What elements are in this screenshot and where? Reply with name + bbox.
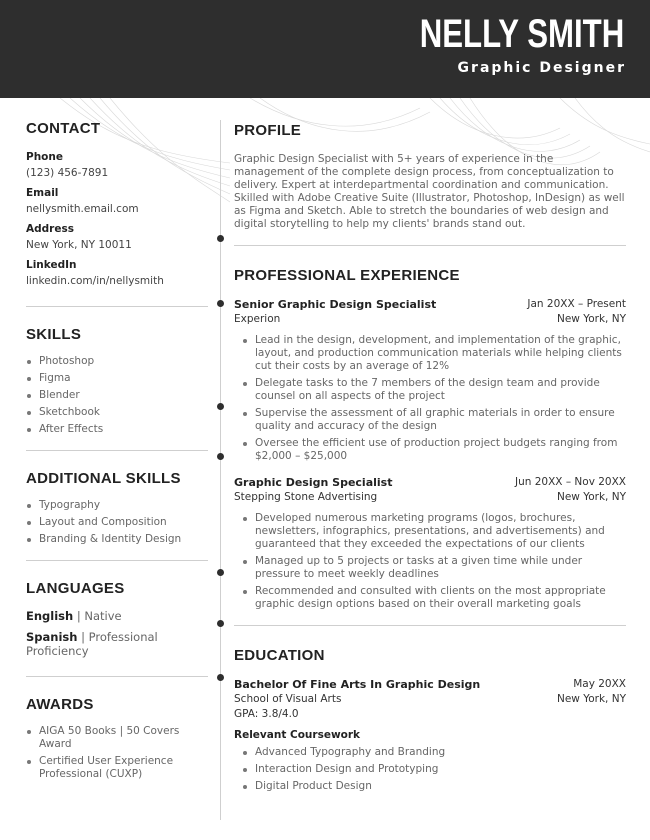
timeline-dot <box>217 674 224 681</box>
address-value: New York, NY 10011 <box>26 239 132 251</box>
degree-title: Bachelor Of Fine Arts In Graphic Design <box>234 678 481 691</box>
list-item: Layout and Composition <box>26 516 208 529</box>
school-name: School of Visual Arts <box>234 693 342 705</box>
job-bullets <box>234 334 626 463</box>
job-location: New York, NY <box>556 313 626 325</box>
skills-list <box>26 355 208 436</box>
timeline-dot <box>217 235 224 242</box>
language-name: Spanish <box>26 630 78 644</box>
list-item: Managed up to 5 projects or tasks at a given time while under pressure to meet weekly deadlines <box>242 555 626 581</box>
list-item: Sketchbook <box>26 406 208 419</box>
language-separator: | <box>77 630 89 644</box>
language-item <box>26 609 208 623</box>
list-item: Typography <box>26 499 208 512</box>
list-item: Branding & Identity Design <box>26 533 208 546</box>
timeline-dot <box>217 620 224 627</box>
job-subheader <box>234 313 626 325</box>
education-subheader <box>234 693 626 705</box>
email-link[interactable]: nellysmith.email.com <box>26 203 139 215</box>
job-dates: Jun 20XX – Nov 20XX <box>515 476 626 488</box>
education-header <box>234 678 626 691</box>
linkedin-link[interactable]: linkedin.com/in/nellysmith <box>26 275 164 287</box>
section-divider <box>234 625 626 626</box>
contact-label: Phone <box>26 151 63 163</box>
left-column <box>26 120 208 781</box>
contact-item <box>26 223 208 251</box>
list-item: Digital Product Design <box>242 780 626 793</box>
right-column <box>234 122 626 793</box>
contact-label: LinkedIn <box>26 259 77 271</box>
list-item: Photoshop <box>26 355 208 368</box>
list-item: Developed numerous marketing programs (logos, brochures, newsletters, infographics, presentations, and advertisements) and guaranteed that they exceeded the expectations of our clients <box>242 512 626 551</box>
languages-heading: LANGUAGES <box>26 580 125 597</box>
job-header <box>234 298 626 311</box>
list-item: AIGA 50 Books | 50 Covers Award <box>26 725 208 751</box>
list-item: Oversee the efficient use of production project budgets ranging from $2,000 – $25,000 <box>242 437 626 463</box>
school-location: New York, NY <box>556 693 626 705</box>
section-divider <box>26 450 208 451</box>
list-item: Lead in the design, development, and implementation of the graphic, layout, and production communication materials while helping clients cut their costs by an average of 12% <box>242 334 626 373</box>
awards-list <box>26 725 208 781</box>
contact-label: Email <box>26 187 59 199</box>
skills-heading: SKILLS <box>26 326 82 343</box>
list-item: Certified User Experience Professional (CUXP) <box>26 755 208 781</box>
list-item: Blender <box>26 389 208 402</box>
contact-label: Address <box>26 223 74 235</box>
job-company: Stepping Stone Advertising <box>234 491 378 503</box>
column-divider <box>220 120 221 820</box>
profile-heading: PROFILE <box>234 122 302 139</box>
additional-skills-heading: ADDITIONAL SKILLS <box>26 470 181 487</box>
section-divider <box>234 245 626 246</box>
job-entry <box>234 476 626 611</box>
job-location: New York, NY <box>556 491 626 503</box>
coursework-heading: Relevant Coursework <box>234 729 361 741</box>
candidate-name: NELLY SMITH <box>419 12 624 56</box>
job-dates: Jan 20XX – Present <box>527 298 626 310</box>
contact-heading: CONTACT <box>26 120 101 137</box>
job-bullets <box>234 512 626 611</box>
contact-item <box>26 151 208 179</box>
job-subheader <box>234 491 626 503</box>
gpa: GPA: 3.8/4.0 <box>234 708 299 720</box>
language-level: Professional Proficiency <box>26 630 158 658</box>
job-company: Experion <box>234 313 281 325</box>
job-header <box>234 476 626 489</box>
job-title: Graphic Design Specialist <box>234 476 393 489</box>
timeline-dot <box>217 569 224 576</box>
section-divider <box>26 306 208 307</box>
list-item: After Effects <box>26 423 208 436</box>
phone-value: (123) 456-7891 <box>26 167 109 179</box>
job-title: Senior Graphic Design Specialist <box>234 298 437 311</box>
additional-skills-list <box>26 499 208 546</box>
language-name: English <box>26 609 74 623</box>
contact-item <box>26 187 208 215</box>
list-item: Delegate tasks to the 7 members of the design team and provide counsel on all aspects of the project <box>242 377 626 403</box>
contact-item <box>26 259 208 287</box>
list-item: Supervise the assessment of all graphic materials in order to ensure quality and accuracy of the design <box>242 407 626 433</box>
language-level: Native <box>84 609 122 623</box>
experience-heading: PROFESSIONAL EXPERIENCE <box>234 267 460 284</box>
timeline-dot <box>217 403 224 410</box>
list-item: Recommended and consulted with clients on the most appropriate graphic design options based on their overall marketing goals <box>242 585 626 611</box>
timeline-dot <box>217 453 224 460</box>
resume-header <box>0 0 650 98</box>
timeline-dot <box>217 300 224 307</box>
education-date: May 20XX <box>573 678 626 690</box>
language-item <box>26 630 208 658</box>
profile-summary: Graphic Design Specialist with 5+ years of experience in the management of the complete design process, from conceptualization to delivery. Expert at interdepartmental coordination and communication. Skilled with Adobe Creative Suite (Illustrator, Photoshop, InDesign) as well as Figma and Sketch. Able to stretch the boundaries of web design and digital storytelling to help my clients' brands stand out. <box>234 153 625 230</box>
candidate-title: Graphic Designer <box>457 60 626 76</box>
coursework-list <box>234 746 626 793</box>
awards-heading: AWARDS <box>26 696 94 713</box>
section-divider <box>26 676 208 677</box>
education-entry <box>234 678 626 793</box>
language-separator: | <box>73 609 85 623</box>
list-item: Advanced Typography and Branding <box>242 746 626 759</box>
education-heading: EDUCATION <box>234 647 325 664</box>
list-item: Interaction Design and Prototyping <box>242 763 626 776</box>
job-entry <box>234 298 626 463</box>
section-divider <box>26 560 208 561</box>
list-item: Figma <box>26 372 208 385</box>
